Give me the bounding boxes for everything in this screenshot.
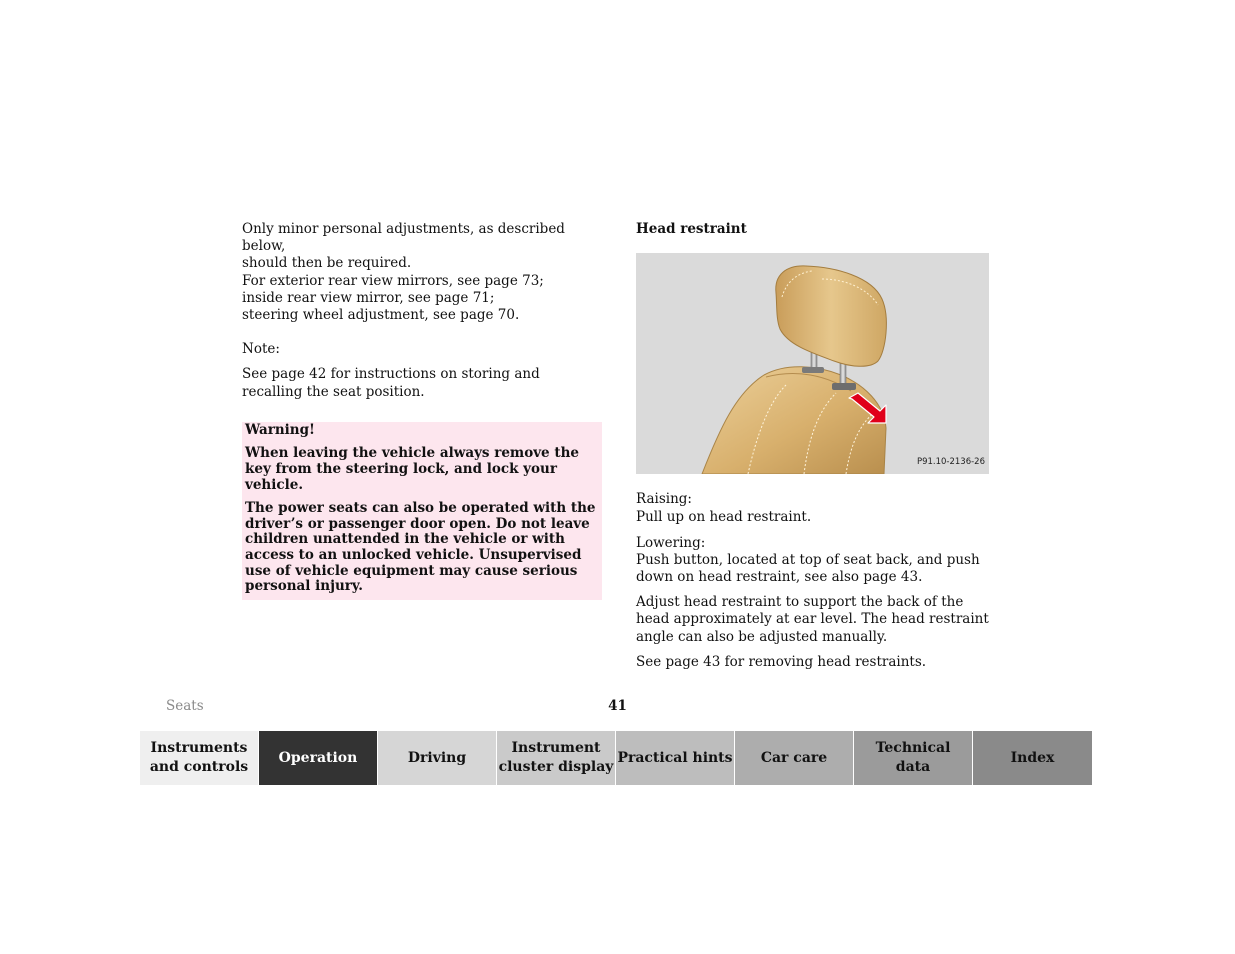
figure-reference-code: P91.10-2136-26	[916, 457, 985, 467]
intro-line: should then be required.	[242, 255, 412, 272]
tab-practical-hints[interactable]	[616, 731, 735, 785]
intro-line: Only minor personal adjustments, as described below,	[242, 221, 565, 255]
footer-section-name: Seats	[166, 698, 204, 714]
intro-line: inside rear view mirror, see page 71;	[242, 289, 495, 306]
tab-operation[interactable]	[259, 731, 378, 785]
tab-label-line: Instrument	[511, 740, 601, 756]
warning-title: Warning!	[245, 421, 315, 438]
tab-instruments-and-controls[interactable]	[140, 731, 259, 785]
tab-car-care[interactable]	[735, 731, 854, 785]
tab-index[interactable]	[973, 731, 1092, 785]
tab-label-line: Instruments	[150, 740, 248, 756]
tab-label	[150, 739, 248, 777]
tab-label: Car care	[760, 749, 828, 766]
raising-text: Pull up on head restraint.	[636, 509, 812, 526]
intro-line: For exterior rear view mirrors, see page 73;	[242, 272, 544, 289]
lowering-label: Lowering:	[636, 534, 706, 551]
note-label: Note:	[242, 341, 280, 358]
tab-label-line: Technical	[875, 740, 951, 756]
tab-label-line: and controls	[149, 759, 249, 775]
head-restraint-illustration	[636, 253, 989, 474]
tab-label	[876, 739, 951, 777]
warning-paragraph: The power seats can also be operated with the driver’s or passenger door open. Do not leave children unattended in the vehicle or with access to an unlocked vehicle. Unsupervised use of vehicle equipment may cause serious personal injury.	[245, 500, 596, 595]
lowering-text: Push button, located at top of seat back, and push down on head restraint, see also page 43.	[636, 551, 980, 586]
seat-drawing	[636, 253, 989, 474]
tab-label: Practical hints	[617, 749, 733, 766]
tab-label-line: cluster display	[498, 759, 614, 775]
chapter-tab-bar	[140, 731, 1092, 785]
head-restraint-cushion	[776, 266, 887, 366]
intro-line: steering wheel adjustment, see page 70.	[242, 307, 520, 324]
left-column	[242, 221, 602, 600]
adjust-text: Adjust head restraint to support the back of the head approximately at ear level. The head restraint angle can also be adjusted manually.	[636, 594, 989, 645]
section-heading: Head restraint	[636, 221, 747, 237]
tab-label: Driving	[407, 749, 467, 766]
seat-back	[702, 367, 886, 474]
tab-label: Index	[1010, 749, 1055, 766]
raising-label: Raising:	[636, 491, 692, 508]
tab-technical-data[interactable]	[854, 731, 973, 785]
removal-text: See page 43 for removing head restraints.	[636, 653, 927, 670]
right-column	[636, 221, 992, 671]
warning-box	[242, 422, 602, 600]
page-number: 41	[608, 698, 627, 714]
tab-instrument-cluster-display[interactable]	[497, 731, 616, 785]
tab-label-line: data	[895, 759, 931, 775]
note-text: See page 42 for instructions on storing and recalling the seat position.	[242, 366, 540, 400]
tab-driving[interactable]	[378, 731, 497, 785]
tab-label: Operation	[278, 749, 358, 766]
tab-label	[499, 739, 614, 777]
warning-paragraph: When leaving the vehicle always remove the key from the steering lock, and lock your vehicle.	[245, 445, 579, 493]
